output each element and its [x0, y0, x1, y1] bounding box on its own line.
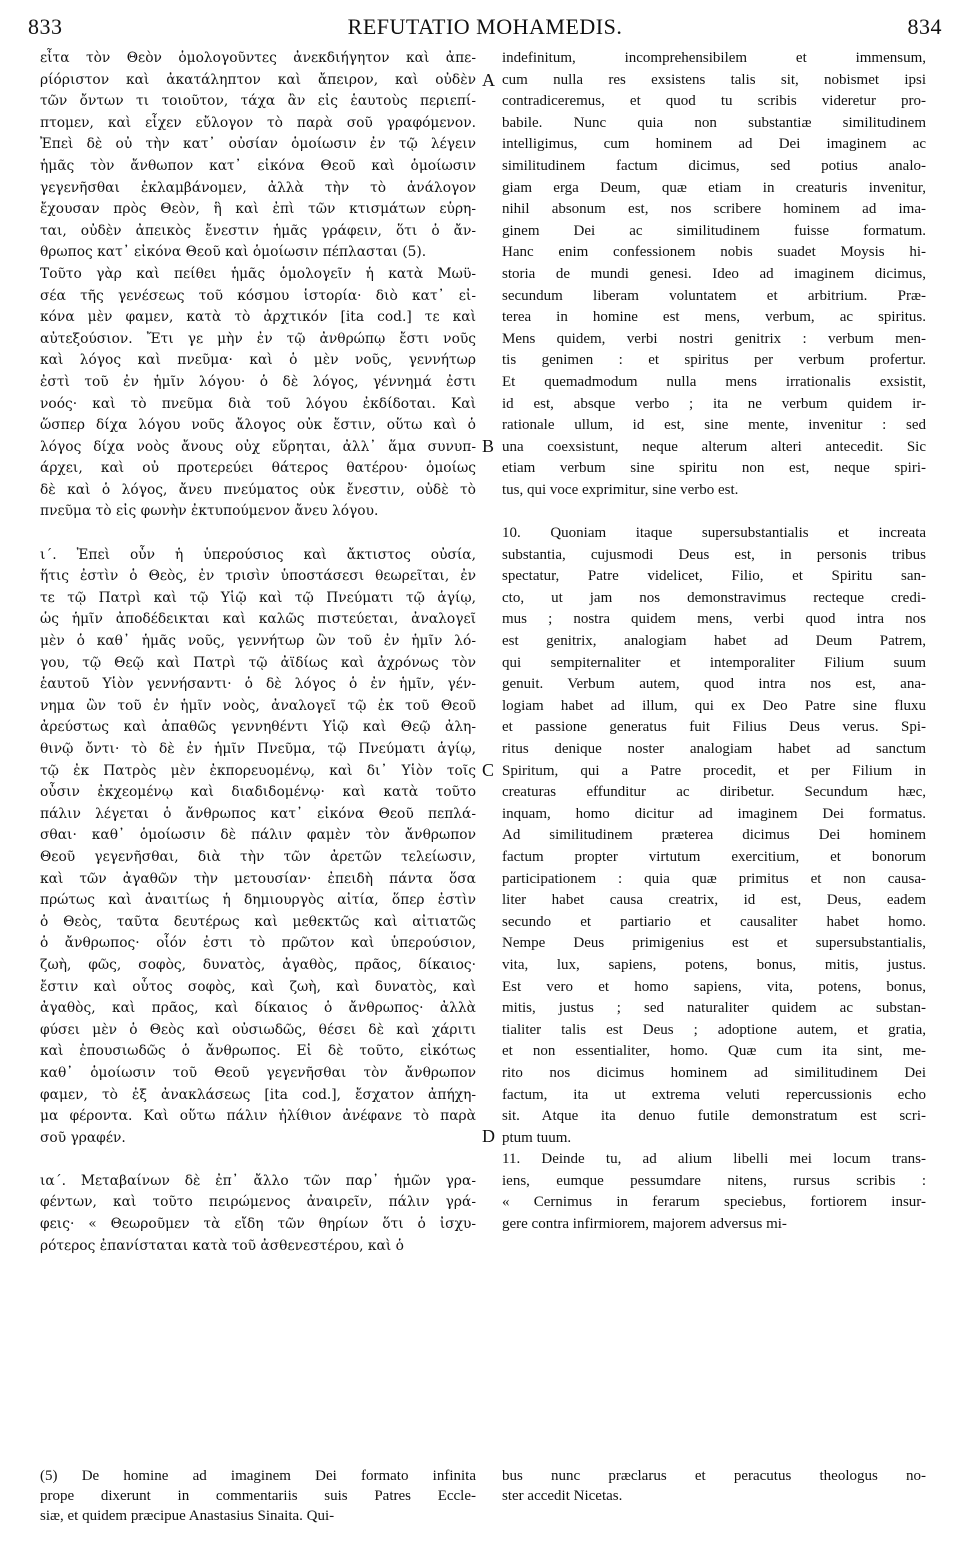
- latin-text-line: Est vero et homo sapiens, vita, potens, bonus,: [502, 978, 926, 995]
- greek-text-line: νοός· καὶ τὸ πνεῦμα διὰ τοῦ λόγου ἐκδίδοται. Καὶ: [40, 395, 476, 412]
- greek-text-line: ὥσπερ δίχα λόγου νοῦς ἄλογος οὐκ ἔστιν, οὕτω καὶ ὁ: [40, 417, 476, 434]
- margin-letter-d: D: [482, 1126, 495, 1146]
- greek-text-line: νημα ὢν τοῦ ἐν ἡμῖν νοὸς, ἀναλογεῖ τῷ ἐκ τοῦ Θεοῦ: [40, 697, 476, 714]
- greek-text-line: ρίόριστον καὶ ἀκατάληπτον καὶ ἄπειρον, καὶ οὐδὲν: [40, 71, 476, 88]
- latin-text-line: factum propter virtutum exercitium, et bonorum: [502, 848, 926, 865]
- latin-text-line: et non essentialiter, homo. Quæ cum ita sint, me-: [502, 1043, 926, 1060]
- greek-text-line: ἀγαθὸς, καὶ πρᾶος, καὶ δίκαιος ὁ ἄνθρωπος· ἀλλὰ: [40, 1000, 476, 1017]
- latin-text-line: una coexsistunt, neque alterum alteri antecedit. Sic: [502, 438, 926, 455]
- latin-text-line: Nempe Deus primigenius est et supersubstantialis,: [502, 935, 926, 952]
- latin-text-line: Ad similitudinem præterea dicimus Dei hominem: [502, 827, 926, 844]
- greek-text-line: μα φέροντα. Καὶ οὕτω πάλιν ἠλίθιον ἀνέφανε τὸ παρὰ: [40, 1108, 476, 1125]
- greek-text-line: καὶ τῶν ἀγαθῶν τὴν μετουσίαν· ἐπειδὴ πάντα ὅσα: [40, 870, 476, 887]
- paragraph-gap: [502, 501, 926, 523]
- greek-text-line: θρωπος κατ᾽ εἰκόνα Θεοῦ καὶ ὁμοίωσιν πέπλασται (5).: [40, 244, 427, 261]
- margin-letter-b: B: [482, 436, 495, 456]
- greek-text-line: γου, τῷ Θεῷ καὶ Πατρὶ τῷ ἀϊδίως καὶ ἀχρόνως τὸν: [40, 654, 476, 671]
- latin-text-line: genuit. Verbum autem, quod intra nos est, ana-: [502, 676, 926, 693]
- latin-text-line: gere contra infirmiorem, majorem adversus mi-: [502, 1216, 787, 1233]
- greek-text-line: καὶ λόγος καὶ πνεῦμα· καὶ ὁ μὲν νοῦς, γεννήτωρ: [40, 352, 476, 369]
- latin-text-line: rationale ullum, id est, sine mente, invenitur : sed: [502, 417, 926, 434]
- greek-text-line: μὲν ὁ καθ᾽ ἡμᾶς νοῦς, γεννήτωρ ὢν τοῦ ἐν ἡμῖν λό-: [40, 633, 476, 650]
- latin-text-line: Mens quidem, verbi nostri genitrix : verbum men-: [502, 330, 926, 347]
- latin-text-line: ritus denique noster analogiam habet ad sanctum: [502, 741, 926, 757]
- latin-text-line: ptum tuum.: [502, 1129, 572, 1146]
- latin-text-line: secundum liberam voluntatem et arbitrium. Præ-: [502, 287, 926, 304]
- greek-text-line: πρώτως καὶ ἀναιτίως ἡ δημιουργὸς αἰτία, ὅπερ ἐστὶν: [40, 892, 476, 909]
- latin-text-line: 11. Deinde tu, ad alium libelli mei locum trans-: [502, 1151, 926, 1168]
- latin-text-line: secundo et partiario et causaliter habet homo.: [502, 913, 926, 930]
- latin-text-line: etiam verbum sine spiritu non est, neque spiri-: [502, 460, 926, 477]
- latin-text-column: [502, 48, 926, 1236]
- latin-text-line: rito nos dicimus hominem ad similitudinem Dei: [502, 1064, 926, 1081]
- greek-text-line: ἑαυτοῦ Υἱὸν γεννήσαντι· ὁ δὲ λόγος ὁ ἐν ἡμῖν, γέν-: [40, 676, 476, 693]
- latin-text-line: babile. Nunc quia non substantiæ similitudinem: [502, 114, 926, 131]
- latin-text-line: factum, ita ut extrema veluti repercussionis echo: [502, 1086, 926, 1103]
- latin-text-line: et passione generatus fuit Filius Deus verus. Spi-: [502, 719, 926, 736]
- greek-text-line: γεγενῆσθαι ἐκλαμβάνομεν, ἀλλὰ τὴν τὸ ἀνάλογον: [40, 179, 476, 196]
- greek-text-line: φέντων, καὶ τοῦτο πειρώμενος ἀναιρεῖν, πάλιν γρά-: [40, 1194, 476, 1211]
- latin-text-line: tus, qui voce exprimitur, sine verbo est.: [502, 481, 739, 498]
- greek-text-line: ἥτις ἐστὶν ὁ Θεὸς, ἐν τρισὶν ὑποστάσεσι θεωρεῖται, ἐν: [40, 568, 476, 585]
- greek-text-line: σοῦ γραφέν.: [40, 1129, 126, 1146]
- latin-text-line: mitis, justus ; sed naturaliter quidem ac substan-: [502, 1000, 926, 1017]
- greek-text-line: ζωὴ, φῶς, σοφὸς, δυνατὸς, ἀγαθὸς, πρᾶος, δίκαιος·: [40, 956, 476, 973]
- latin-text-line: substantia, cujusmodi Deus est, in personis tribus: [502, 546, 926, 563]
- greek-text-line: θινῷ ὄντι· τὸ δὲ ἐν ἡμῖν Πνεῦμα, τῷ Πνεύματι ἁγίῳ,: [40, 741, 476, 757]
- greek-text-line: ια΄. Μεταβαίνων δὲ ἐπ᾽ ἄλλο τῶν παρ᾽ ἡμῶν γρα-: [40, 1172, 476, 1189]
- footnote-line: siæ, et quidem præcipue Anastasius Sinaita. Qui-: [40, 1508, 335, 1524]
- greek-text-line: οὖσιν ἐκχεομένῳ καὶ διαδιδομένῳ· καὶ κατὰ τοῦτο: [40, 784, 476, 801]
- latin-text-line: est genitrix, analogiam habet ad Deum Patrem,: [502, 633, 926, 650]
- greek-text-line: εἶτα τὸν Θεὸν ὁμολογοῦντες ἀνεκδιήγητον καὶ ἀπε-: [40, 50, 476, 66]
- latin-text-line: giam erga Deum, quæ etiam in creaturis invenitur,: [502, 179, 926, 196]
- latin-text-line: storia de mundi genesi. Ideo ad imaginem dicimus,: [502, 265, 926, 282]
- greek-text-line: τε τῷ Πατρὶ καὶ τῷ Υἱῷ καὶ τῷ Πνεύματι τῷ ἁγίῳ,: [40, 589, 476, 606]
- greek-text-line: καὶ ἐπουσιωδῶς ὁ ἄνθρωπος. Εἰ δὲ τοῦτο, εἰκότως: [40, 1043, 476, 1060]
- greek-text-line: Τοῦτο γὰρ καὶ πείθει ἡμᾶς ὁμολογεῖν ἡ κατὰ Μωϋ-: [40, 265, 476, 282]
- footnote-line: prope dixerunt in commentariis suis Patres Eccle-: [40, 1488, 476, 1504]
- latin-text-line: liter habet causa creatrix, id est, Deus, eadem: [502, 892, 926, 909]
- page-header: [28, 10, 942, 44]
- greek-text-line: ρότερος ἐπανίσταται κατὰ τοῦ ἀσθενεστέρου, καὶ ὁ: [40, 1237, 404, 1254]
- greek-text-line: φύσει μὲν ὁ Θεὸς καὶ οὐσιωδῶς, θέσει δὲ καὶ χάριτι: [40, 1021, 476, 1038]
- latin-text-line: participationem : quia quæ primitus et non causa-: [502, 870, 926, 887]
- footnote-right: [502, 1466, 926, 1506]
- latin-text-line: 10. Quoniam itaque supersubstantialis et increata: [502, 525, 926, 542]
- latin-text-line: Et quemadmodum nulla mens irrationalis exsistit,: [502, 373, 926, 390]
- paragraph-gap: [40, 523, 476, 545]
- latin-text-line: « Cernimus in ferarum speciebus, fortiorem insur-: [502, 1194, 926, 1211]
- latin-text-line: intelligimus, cum hominem ad Dei imaginem ac: [502, 136, 926, 153]
- latin-text-line: nihil absonum est, nos scribere hominem ad ima-: [502, 201, 926, 218]
- latin-text-line: iens, eumque pessumdare nitens, rursus scribis :: [502, 1172, 926, 1189]
- greek-text-line: Θεοῦ γεγενῆσθαι, διὰ τὴν τῶν ἀρετῶν τελείωσιν,: [40, 848, 476, 865]
- greek-text-line: ὡς ἡμῖν ἀποδέδεικται καὶ καλῶς πιστεύεται, ἀναλογεῖ: [40, 611, 476, 628]
- paragraph-gap: [40, 1149, 476, 1171]
- greek-text-line: ι΄. Ἐπεὶ οὖν ἡ ὑπερούσιος καὶ ἄκτιστος οὐσία,: [40, 546, 476, 563]
- greek-text-line: ται, οὐδὲν ἀπεικὸς ἔνεστιν ἡμᾶς γράφειν, ὅτι ὁ ἄν-: [40, 222, 476, 239]
- latin-text-line: cto, ut jam nos demonstravimus recteque credi-: [502, 589, 926, 606]
- page-number-left: 833: [28, 14, 63, 39]
- greek-text-line: πτομεν, καὶ εἶχεν εὔλογον τὸ παρὰ σοῦ γραφόμενον.: [40, 114, 476, 131]
- greek-text-line: λόγος δίχα νοὸς ἄνους οὐχ εὕρηται, ἀλλ᾽ ἅμα συνυπ-: [40, 438, 476, 455]
- margin-letter-a: A: [482, 70, 495, 90]
- greek-text-line: φεις· « Θεωροῦμεν τὰ εἴδη τῶν θηρίων ὅτι ὁ ἰσχυ-: [40, 1216, 476, 1233]
- greek-text-line: σέα τῆς γενέσεως τοῦ κόσμου ἱστορία· διὸ κατ᾽ εἰ-: [40, 287, 476, 304]
- greek-text-line: τῷ ἐκ Πατρὸς μὲν ἐκπορευομένῳ, καὶ δι᾽ Υἱὸν τοῖς: [40, 762, 476, 779]
- latin-text-line: sit. Atque ita denuo futile demonstratum est scri-: [502, 1108, 926, 1125]
- margin-letter-c: C: [482, 760, 495, 780]
- greek-text-line: ὁ ἄνθρωπος· οἷόν ἐστι τὸ πρῶτον καὶ ὑπερούσιον,: [40, 935, 476, 952]
- latin-text-line: terea in homine est mens, verbum, ac spiritus.: [502, 309, 926, 326]
- latin-text-line: Spiritum, qui a Patre procedit, et per Filium in: [502, 762, 926, 779]
- latin-text-line: Hanc enim confessionem nobis suadet Moysis hi-: [502, 244, 926, 261]
- greek-text-line: Ἐπεὶ δὲ οὐ τὴν κατ᾽ οὐσίαν ὁμοίωσιν ἐν τῷ λέγειν: [40, 136, 476, 153]
- greek-text-line: πνεῦμα τὸ εἰς φωνὴν ἐκτυπούμενον ἄνευ λόγου.: [40, 503, 379, 520]
- greek-text-line: αὐτεξούσιον. Ἔτι γε μὴν ἐν τῷ ἀνθρώπῳ ἔστι νοῦς: [40, 330, 476, 347]
- footnote-left: [40, 1466, 476, 1526]
- footnote-line: ster accedit Nicetas.: [502, 1488, 623, 1504]
- latin-text-line: similitudinem factum dicimus, sed potius analo-: [502, 157, 926, 174]
- page-number-right: 834: [907, 14, 942, 39]
- latin-text-line: ginem Dei ac similitudinem fuisse formatum.: [502, 222, 926, 239]
- greek-text-line: πάλιν λέγεται ὁ ἄνθρωπος κατ᾽ εἰκόνα Θεοῦ πεπλά-: [40, 805, 476, 822]
- latin-text-line: mus ; nostra quidem mens, verbi quod intra nos: [502, 611, 926, 628]
- greek-text-line: ἔστιν καὶ οὗτος σοφὸς, καὶ ζωὴ, καὶ δυνατὸς, καὶ: [40, 978, 476, 995]
- latin-text-line: creaturas effunditur ac diribetur. Secundum hæc,: [502, 784, 926, 801]
- latin-text-line: contradiceremus, et quod tu scribis videretur pro-: [502, 93, 926, 110]
- greek-text-line: τῶν ὄντων τι τοιοῦτον, τάχα ἂν εἰς ἑαυτοὺς περιεπί-: [40, 93, 476, 110]
- greek-text-column: [40, 48, 476, 1257]
- latin-text-line: logiam habet ad illum, qui ex Deo Patre sine fluxu: [502, 697, 926, 714]
- latin-text-line: spectatur, Patre videlicet, Filio, et Spiritu san-: [502, 568, 926, 585]
- latin-text-line: inquam, homo dicitur ad imaginem Dei formatus.: [502, 805, 926, 822]
- greek-text-line: δὲ καὶ ὁ λόγος, ἄνευ πνεύματος οὐκ ἔνεστιν, οὐδὲ τὸ: [40, 481, 476, 498]
- greek-text-line: ὁ Θεὸς, ταῦτα δευτέρως καὶ μεθεκτῶς καὶ αἰτιατῶς: [40, 913, 476, 930]
- greek-text-line: ἡμᾶς τὸν ἄνθωπον κατ᾽ εἰκόνα Θεοῦ καὶ ὁμοίωσιν: [40, 157, 476, 174]
- greek-text-line: φαμεν, τὸ ἐξ ἀνακλάσεως [ita cod.], ἔσχατον ἀπήχη-: [40, 1086, 476, 1103]
- footnote-line: bus nunc præclarus et peracutus theologus no-: [502, 1468, 926, 1484]
- greek-text-line: ἐστὶ τοῦ ἐν ἡμῖν λόγου· ὁ δὲ λόγος, γέννημά ἐστι: [40, 373, 476, 390]
- footnote-line: (5) De homine ad imaginem Dei formato infinita: [40, 1468, 476, 1484]
- greek-text-line: ἔχουσαν πρὸς Θεὸν, ἣ καὶ ἐπὶ τῶν κτισμάτων εὑρη-: [40, 201, 476, 218]
- latin-text-line: qui sempiternaliter et intemporaliter Filium suum: [502, 654, 926, 671]
- latin-text-line: cum nulla res exsistens talis sit, nobismet ipsi: [502, 71, 926, 88]
- greek-text-line: κόνα μὲν φαμεν, κατὰ τὸ ἀρχτικόν [ita cod.] τε καὶ: [40, 309, 476, 326]
- latin-text-line: indefinitum, incomprehensibilem et immensum,: [502, 50, 926, 66]
- latin-text-line: tis genimen : et spiritus per verbum profertur.: [502, 352, 926, 369]
- latin-text-line: tialiter talis est Deus ; adoptione autem, et gratia,: [502, 1021, 926, 1038]
- greek-text-line: άρχει, καὶ οὐ προτερεύει θάτερος θατέρου· ὁμοίως: [40, 460, 476, 477]
- greek-text-line: καθ᾽ ὁμοίωσιν τοῦ Θεοῦ γεγενῆσθαι τὸν ἄνθρωπον: [40, 1064, 476, 1081]
- latin-text-line: id est, absque verbo ; ita ne verbum quidem ir-: [502, 395, 926, 412]
- latin-text-line: vita, lux, sapiens, potens, bonus, mitis, justus.: [502, 956, 926, 973]
- greek-text-line: σθαι· καθ᾽ ὁμοίωσιν δὲ πάλιν φαμὲν τὸν ἄνθρωπον: [40, 827, 476, 844]
- running-title: REFUTATIO MOHAMEDIS.: [347, 14, 623, 39]
- greek-text-line: ἀρεύστως καὶ ἀπαθῶς γεννηθέντι Υἱῷ καὶ Θεῷ ἀλη-: [40, 719, 476, 736]
